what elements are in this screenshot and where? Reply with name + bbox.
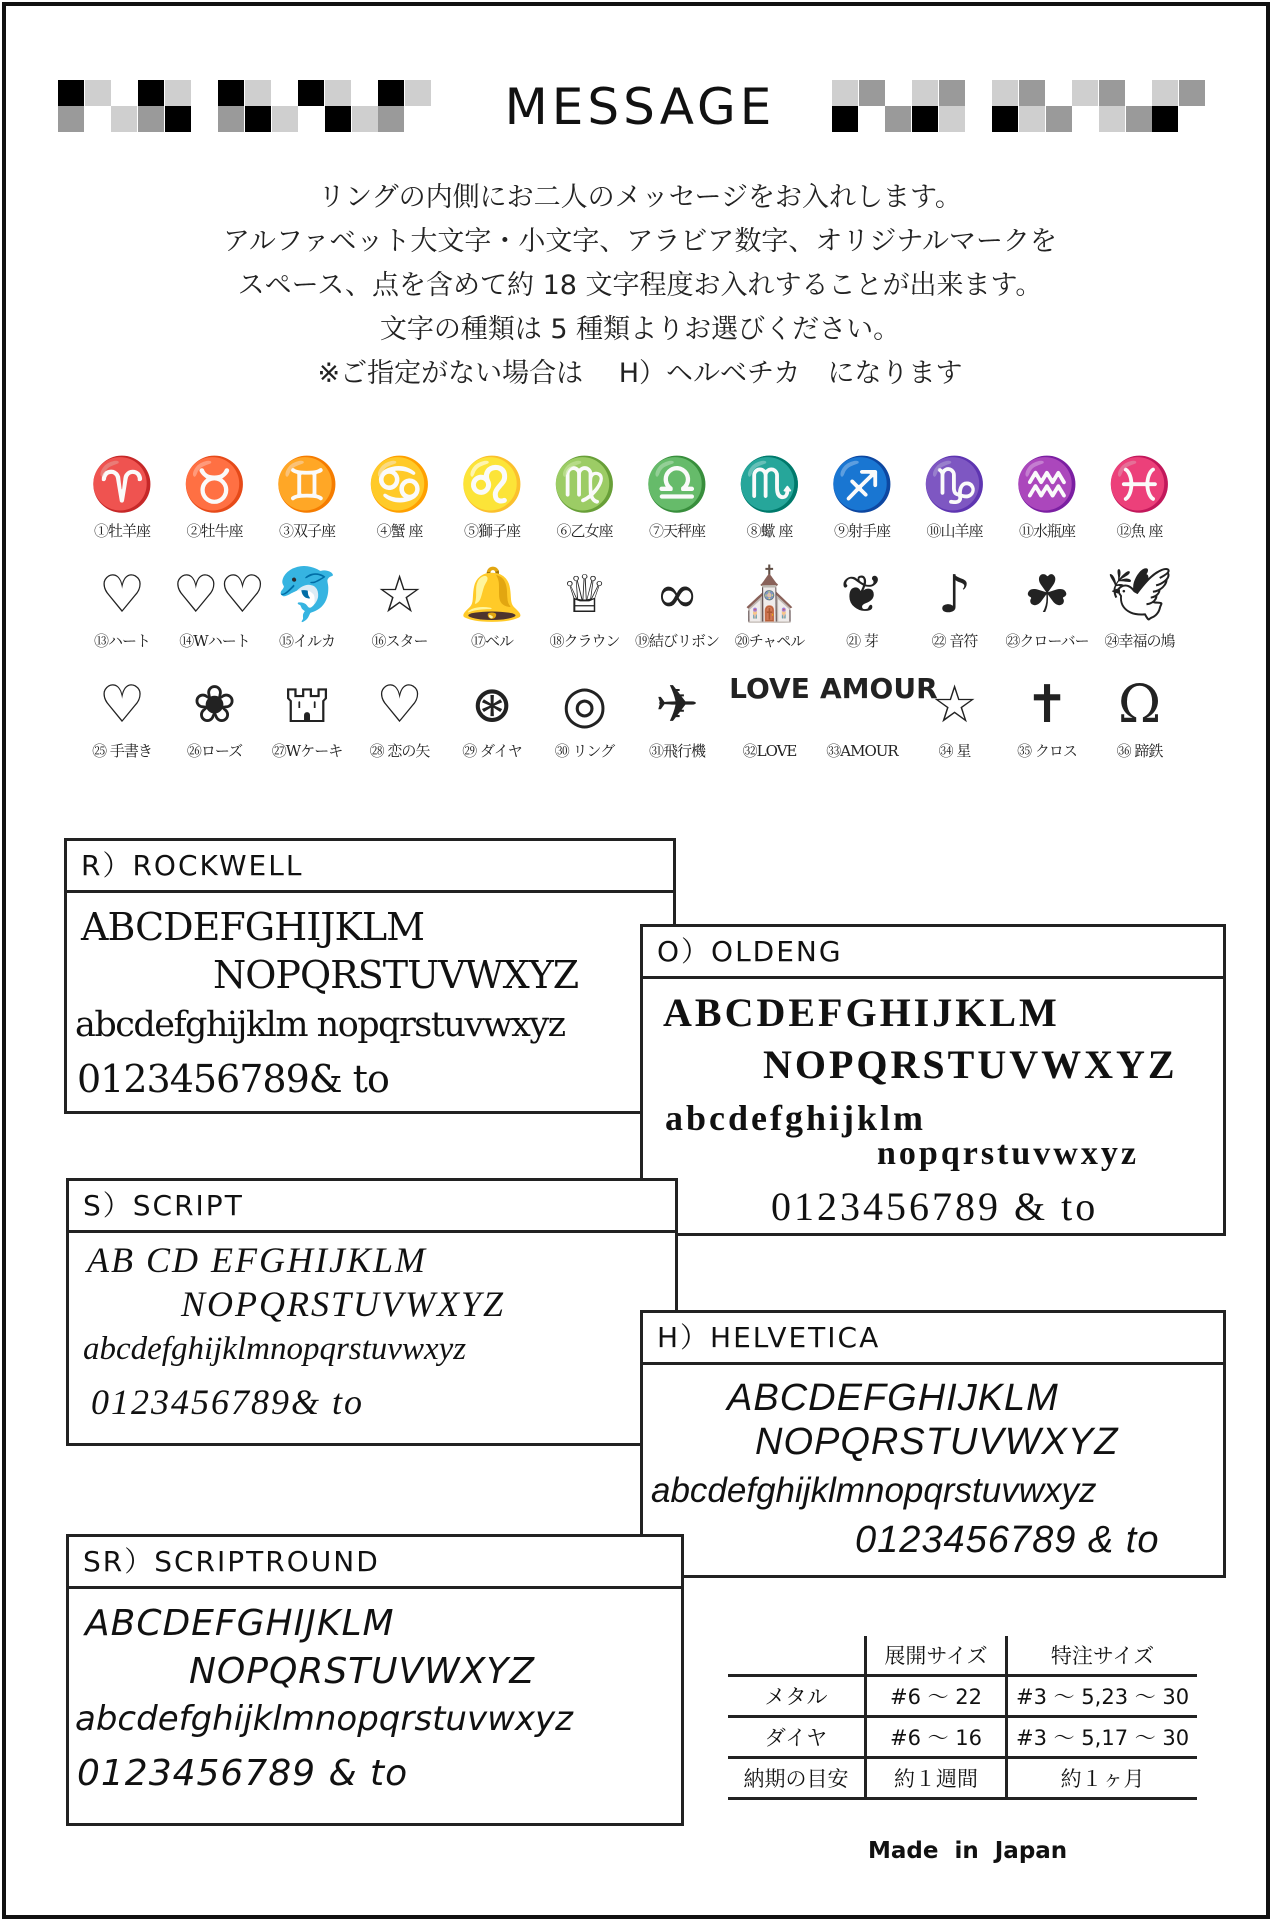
checker-square [1152,80,1178,106]
symbol-mark [543,670,627,780]
symbol-mark [265,450,349,560]
ring-icon: ◎ [561,675,608,735]
airplane-icon: ✈ [655,675,699,735]
symbol-mark [913,450,997,560]
checker-square [1179,106,1205,132]
symbol-caption: ②牡牛座 [186,522,243,540]
checker-square [352,80,378,106]
checker-pattern-right [832,80,1212,136]
gemini-icon: ♊ [274,455,340,515]
checker-square [138,80,164,106]
sagittarius-icon: ♐ [829,455,895,515]
symbol-caption: ⑩山羊座 [926,522,983,540]
symbol-caption: ㉒ 音符 [931,632,978,650]
checker-square [111,80,137,106]
symbol-mark [80,560,164,670]
double-heart-icon: ♡♡ [172,565,266,625]
symbol-caption: ⑦天秤座 [648,522,705,540]
symbol-mark [172,560,266,670]
symbol-caption: ④蟹 座 [376,522,423,540]
table-row [728,1676,1197,1717]
font-sample-line: NOPQRSTUVWXYZ [189,1651,536,1692]
checker-square [325,80,351,106]
symbol-caption: ㉛飛行機 [648,742,705,760]
font-sample-line: 0123456789& to [91,1382,365,1422]
page-title: MESSAGE [504,78,776,136]
symbol-caption: ㉓クローバー [1005,632,1089,650]
symbol-mark [820,450,904,560]
checker-pattern-left [58,80,428,136]
checker-square [111,106,137,132]
symbol-caption: ㉟ クロス [1017,742,1077,760]
star-icon: ☆ [931,675,978,735]
symbol-mark [80,450,164,560]
symbol-mark [820,670,938,780]
checker-square [138,106,164,132]
ribbon-icon: ∞ [655,565,699,625]
symbol-caption: ㊱ 蹄鉄 [1116,742,1163,760]
checker-square [1126,106,1152,132]
table-cell: メタル [728,1676,866,1717]
pisces-icon: ♓ [1107,455,1172,515]
font-sample-line: ABCDEFGHIJKLM [81,905,424,949]
table-cell: #3 ～ 5,23 ～ 30 [1007,1676,1198,1717]
symbol-mark [173,670,257,780]
scorpio-icon: ♏ [737,455,802,515]
checker-square [85,80,111,106]
checker-square [885,106,911,132]
amour-mark-icon: AMOUR [820,672,938,705]
symbol-mark [1098,670,1182,780]
checker-square [1099,80,1125,106]
font-sample-line: AB CD EFGHIJKLM [87,1240,427,1280]
symbol-caption: ⑧蠍 座 [746,522,793,540]
checker-square [912,106,938,132]
symbol-row [86,670,1196,780]
checker-square [1072,80,1098,106]
table-header-row [728,1636,1197,1676]
intro-text [120,176,1160,396]
table-cell: #6 ～ 22 [866,1676,1007,1717]
table-cell: 約１ヶ月 [1007,1758,1198,1799]
font-sample-line: NOPQRSTUVWXYZ [755,1421,1119,1463]
font-sample-line: NOPQRSTUVWXYZ [213,953,579,997]
font-sample-line: 0123456789& to [77,1057,389,1101]
symbol-caption: ㉑ 芽 [846,632,878,650]
symbol-caption: ㉞ 星 [938,742,971,760]
symbol-caption: ③双子座 [278,522,335,540]
taurus-icon: ♉ [182,455,247,515]
capricorn-icon: ♑ [922,455,987,515]
table-header-cell: 特注サイズ [1007,1636,1198,1676]
intro-line: スペース、点を含めて約 18 文字程度お入れすることが出来ます。 [237,270,1043,301]
symbol-mark [1005,670,1089,780]
checker-square [352,106,378,132]
crown-icon: ♕ [561,565,608,625]
horseshoe-icon: Ω [1117,675,1162,735]
symbol-mark [820,560,904,670]
font-sample-line: abcdefghijklmnopqrstuvwxyz [75,1699,573,1739]
font-sample-oldeng [640,924,1226,1236]
cross-icon: ✝ [1025,675,1069,735]
symbol-mark [450,560,534,670]
font-sample-header: R）ROCKWELL [67,841,673,893]
symbol-caption: ㉙ ダイヤ [462,742,522,760]
checker-square [966,80,992,106]
checker-square [992,106,1018,132]
font-sample-header: O）OLDENG [643,927,1223,979]
checker-square [1046,106,1072,132]
symbol-mark [635,560,719,670]
symbol-caption: ㉜LOVE [742,742,797,760]
font-sample-line: ABCDEFGHIJKLM [663,990,1060,1035]
ring-size-table [728,1636,1197,1800]
symbol-mark [80,670,164,780]
symbol-caption: ⑯スター [371,632,428,650]
checker-square [859,80,885,106]
love-mark-icon: LOVE [729,672,810,705]
checker-square [58,106,84,132]
checker-square [298,106,324,132]
aquarius-icon: ♒ [1014,455,1080,515]
symbol-mark [1005,560,1089,670]
sprout-icon: ❦ [840,565,884,625]
font-sample-line: abcdefghijklm nopqrstuvwxyz [75,1005,565,1045]
chapel-icon: ⛪ [737,565,802,625]
symbol-mark [913,560,997,670]
symbol-caption: ㉚ リング [554,742,615,760]
table-header-cell [728,1636,866,1676]
symbol-mark [1098,560,1182,670]
font-sample-line: 0123456789 & to [771,1184,1099,1229]
font-sample-header: SR）SCRIPTROUND [69,1537,681,1589]
table-cell: 納期の目安 [728,1758,866,1799]
symbol-caption: ⑳チャペル [734,632,805,650]
symbol-mark [265,670,349,780]
symbol-mark [450,450,534,560]
table-row [728,1717,1197,1758]
symbol-caption: ⑱クラウン [549,632,620,650]
symbol-mark [543,450,627,560]
leo-icon: ♌ [459,455,525,515]
checker-square [992,80,1018,106]
font-sample-line: abcdefghijklmnopqrstuvwxyz [651,1471,1097,1510]
symbol-mark-grid [86,450,1196,780]
intro-line: アルファベット大文字・小文字、アラビア数字、オリジナルマークを [222,226,1058,257]
checker-square [1072,106,1098,132]
shooting-star-icon: ☆ [376,565,423,625]
checker-square [192,106,218,132]
made-in-japan-label: Made in Japan [868,1838,1068,1864]
checker-square [58,80,84,106]
symbol-mark [1005,450,1089,560]
checker-square [1046,80,1072,106]
font-sample-line: ABCDEFGHIJKLM [727,1377,1059,1419]
font-sample-line: NOPQRSTUVWXYZ [181,1284,506,1324]
checker-square [218,80,244,106]
checker-square [298,80,324,106]
table-cell: 約１週間 [866,1758,1007,1799]
font-sample-line: abcdefghijklm [665,1098,927,1138]
checker-square [378,80,404,106]
symbol-caption: ⑫魚 座 [1116,522,1163,540]
handwritten-heart-icon: ♡ [98,675,146,735]
symbol-mark [1098,450,1182,560]
symbol-mark [728,450,812,560]
font-sample-rockwell [64,838,676,1114]
music-note-icon: ♪ [937,565,972,625]
font-sample-line: ABCDEFGHIJKLM [85,1603,395,1644]
symbol-mark [450,670,534,780]
checker-square [1019,80,1045,106]
symbol-caption: ⑤獅子座 [463,522,520,540]
table-row [728,1758,1197,1799]
font-sample-header: H）HELVETICA [643,1313,1223,1365]
symbol-caption: ⑰ベル [470,632,513,650]
checker-square [85,106,111,132]
checker-square [272,80,298,106]
font-sample-line: 0123456789 & to [855,1519,1160,1561]
font-sample-line: 0123456789 & to [77,1753,409,1794]
symbol-caption: ㉘ 恋の矢 [369,742,430,760]
checker-square [218,106,244,132]
checker-square [1179,80,1205,106]
symbol-mark [358,560,442,670]
symbol-caption: ㉗Wケーキ [271,742,343,760]
symbol-caption: ①牡羊座 [93,522,150,540]
checker-square [885,80,911,106]
checker-square [1152,106,1178,132]
symbol-mark [265,560,349,670]
symbol-caption: ⑪水瓶座 [1018,522,1075,540]
symbol-caption: ⑬ハート [93,632,150,650]
intro-line: リングの内側にお二人のメッセージをお入れします。 [318,182,962,213]
checker-square [939,106,965,132]
table-header-cell: 展開サイズ [866,1636,1007,1676]
font-sample-line: nopqrstuvwxyz [877,1135,1139,1172]
checker-square [165,106,191,132]
checker-square [405,80,431,106]
wedding-cake-icon: ⛫ [283,675,331,735]
checker-square [1099,106,1125,132]
font-sample-script [66,1178,678,1446]
checker-square [966,106,992,132]
symbol-mark [728,670,812,780]
table-cell: #6 ～ 16 [866,1717,1007,1758]
aries-icon: ♈ [89,455,155,515]
symbol-mark [635,450,719,560]
symbol-mark [358,670,442,780]
symbol-caption: ⑮イルカ [278,632,335,650]
checker-square [405,106,431,132]
symbol-mark [173,450,257,560]
symbol-row [86,560,1196,670]
cancer-icon: ♋ [367,455,432,515]
font-sample-line: NOPQRSTUVWXYZ [763,1042,1178,1087]
font-sample-helvetica [640,1310,1226,1578]
symbol-caption: ⑲結びリボン [635,632,720,650]
table-cell: ダイヤ [728,1717,866,1758]
symbol-mark [543,560,627,670]
table-cell: #3 ～ 5,17 ～ 30 [1007,1717,1198,1758]
symbol-mark [913,670,997,780]
checker-square [165,80,191,106]
symbol-caption: ㉖ローズ [186,742,243,760]
checker-square [325,106,351,132]
intro-line: ※ご指定がない場合は H）ヘルベチカ になります [317,358,963,389]
diamond-icon: ⊛ [470,675,514,735]
virgo-icon: ♍ [552,455,617,515]
intro-line: 文字の種類は 5 種類よりお選びください。 [379,314,901,345]
dolphin-icon: 🐬 [274,565,340,625]
symbol-caption: ⑥乙女座 [556,522,613,540]
symbol-caption: ㉔幸福の鳩 [1104,632,1175,650]
checker-square [272,106,298,132]
symbol-mark [358,450,442,560]
font-sample-scriptround [66,1534,684,1826]
checker-square [939,80,965,106]
checker-square [192,80,218,106]
rose-icon: ❀ [192,675,237,735]
dove-icon: 🕊 [1106,565,1173,625]
symbol-row [86,450,1196,560]
heart-icon: ♡ [98,565,146,625]
checker-square [245,106,271,132]
symbol-caption: ⑨射手座 [833,522,890,540]
symbol-caption: ㉕ 手書き [92,742,152,760]
checker-square [1019,106,1045,132]
cupid-arrow-icon: ♡ [376,675,423,735]
clover-icon: ☘ [1023,565,1071,625]
checker-square [378,106,404,132]
checker-square [1126,80,1152,106]
symbol-caption: ㉝AMOUR [826,742,898,760]
font-sample-line: abcdefghijklmnopqrstuvwxyz [83,1331,467,1367]
symbol-mark [635,670,719,780]
checker-square [859,106,885,132]
checker-square [245,80,271,106]
libra-icon: ♎ [644,455,710,515]
bell-icon: 🔔 [459,565,525,625]
symbol-caption: ⑭Wハート [179,632,250,650]
checker-square [912,80,938,106]
symbol-mark [728,560,812,670]
font-sample-header: S）SCRIPT [69,1181,675,1233]
